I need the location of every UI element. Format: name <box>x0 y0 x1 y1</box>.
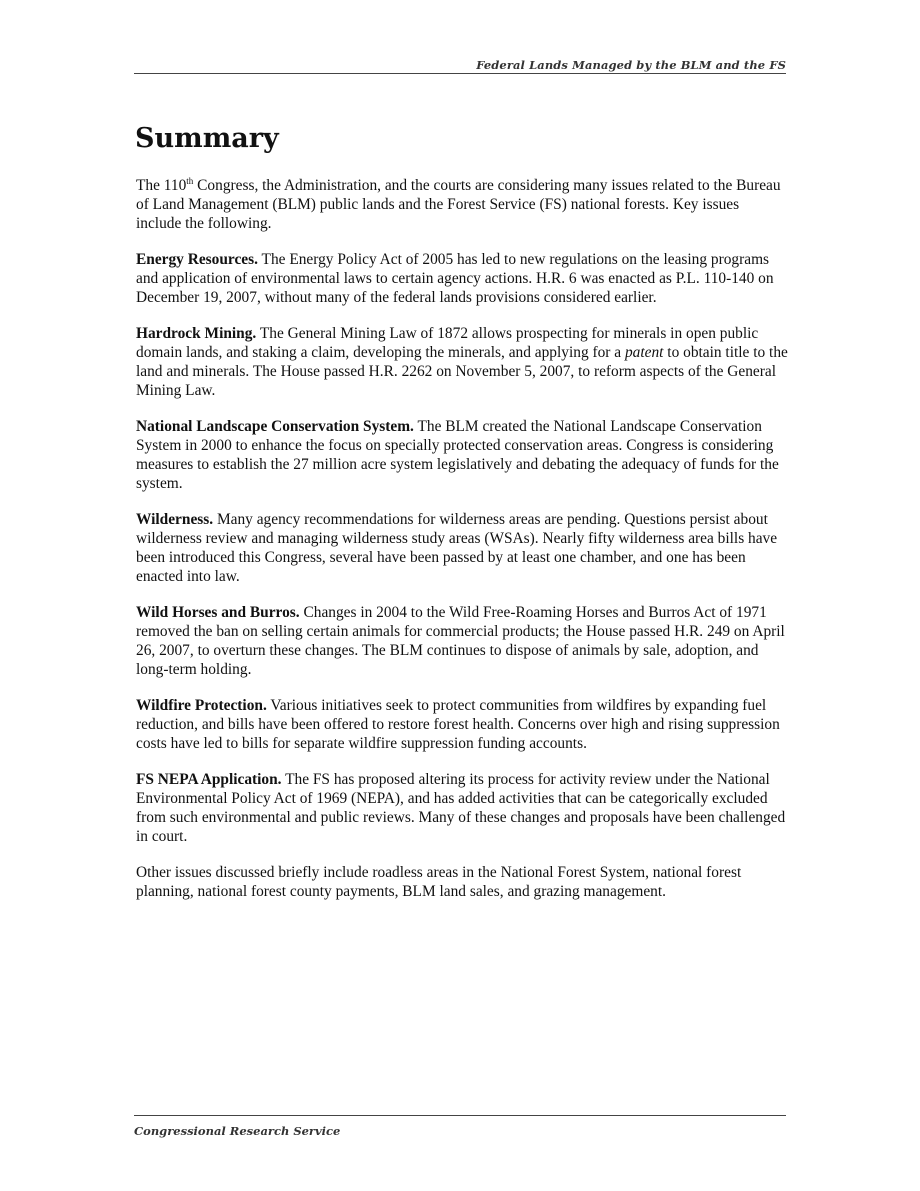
footer-source: Congressional Research Service <box>134 1124 341 1138</box>
intro-paragraph <box>136 176 788 233</box>
section-text: The Energy Policy Act of 2005 has led to new regulations on the leasing programs and application of environmental laws to certain agency actions. H.R. 6 was enacted as P.L. 110-140 on December 19, 2007, without many of the federal lands provisions considered earlier. <box>136 251 774 306</box>
summary-body <box>136 176 788 918</box>
section-heading: Energy Resources. <box>136 251 258 268</box>
intro-text-rest: Congress, the Administration, and the courts are considering many issues related to the Bureau of Land Management (BLM) public lands and the Forest Service (FS) national forests. Key issues include the following. <box>136 177 781 232</box>
section-hardrock-mining <box>136 324 788 400</box>
section-text: The BLM created the National Landscape Conservation System in 2000 to enhance the focus on specially protected conservation areas. Congress is considering measures to establish the 27 million acre system legislatively and debating the adequacy of funds for the system. <box>136 418 779 492</box>
section-text-continued: to obtain title to the land and minerals. The House passed H.R. 2262 on November 5, 2007, to reform aspects of the General Mining Law. <box>136 344 788 399</box>
intro-text-start: The 110 <box>136 177 187 194</box>
section-text: Various initiatives seek to protect communities from wildfires by expanding fuel reduction, and bills have been offered to restore forest health. Concerns over high and rising suppression costs have led to bills for separate wildfire suppression funding accounts. <box>136 697 780 752</box>
section-heading: FS NEPA Application. <box>136 771 282 788</box>
page-footer <box>134 1115 786 1140</box>
section-energy-resources <box>136 250 788 307</box>
intro-ordinal-suffix: th <box>186 176 194 186</box>
running-header <box>134 56 786 74</box>
section-text: The FS has proposed altering its process for activity review under the National Environmental Policy Act of 1969 (NEPA), and has added activities that can be categorically excluded from such environmental and public reviews. Many of these changes and proposals have been challenged in court. <box>136 771 786 845</box>
section-wild-horses-burros <box>136 603 788 679</box>
section-heading: Wilderness. <box>136 511 214 528</box>
section-heading: Wildfire Protection. <box>136 697 267 714</box>
section-heading: Hardrock Mining. <box>136 325 257 342</box>
section-fs-nepa <box>136 770 788 846</box>
section-heading: National Landscape Conservation System. <box>136 418 414 435</box>
section-text: Many agency recommendations for wilderness areas are pending. Questions persist about wilderness review and managing wilderness study areas (WSAs). Nearly fifty wilderness area bills have been introduced this Congress, several have been passed by at least one chamber, and one has been enacted into law. <box>136 511 778 585</box>
running-header-title: Federal Lands Managed by the BLM and the FS <box>476 58 786 72</box>
section-wildfire-protection <box>136 696 788 753</box>
section-heading: Wild Horses and Burros. <box>136 604 300 621</box>
section-wilderness <box>136 510 788 586</box>
section-text: Changes in 2004 to the Wild Free-Roaming Horses and Burros Act of 1971 removed the ban on selling certain animals for commercial products; the House passed H.R. 249 on April 26, 2007, to overturn these changes. The BLM continues to dispose of animals by sale, adoption, and long-term holding. <box>136 604 785 678</box>
page-title: Summary <box>135 123 279 154</box>
closing-paragraph: Other issues discussed briefly include roadless areas in the National Forest System, national forest planning, national forest county payments, BLM land sales, and grazing management. <box>136 864 742 900</box>
section-nlcs <box>136 417 788 493</box>
section-text: The General Mining Law of 1872 allows prospecting for minerals in open public domain lands, and staking a claim, developing the minerals, and applying for a <box>136 325 759 361</box>
section-italic-term: patent <box>624 344 664 361</box>
